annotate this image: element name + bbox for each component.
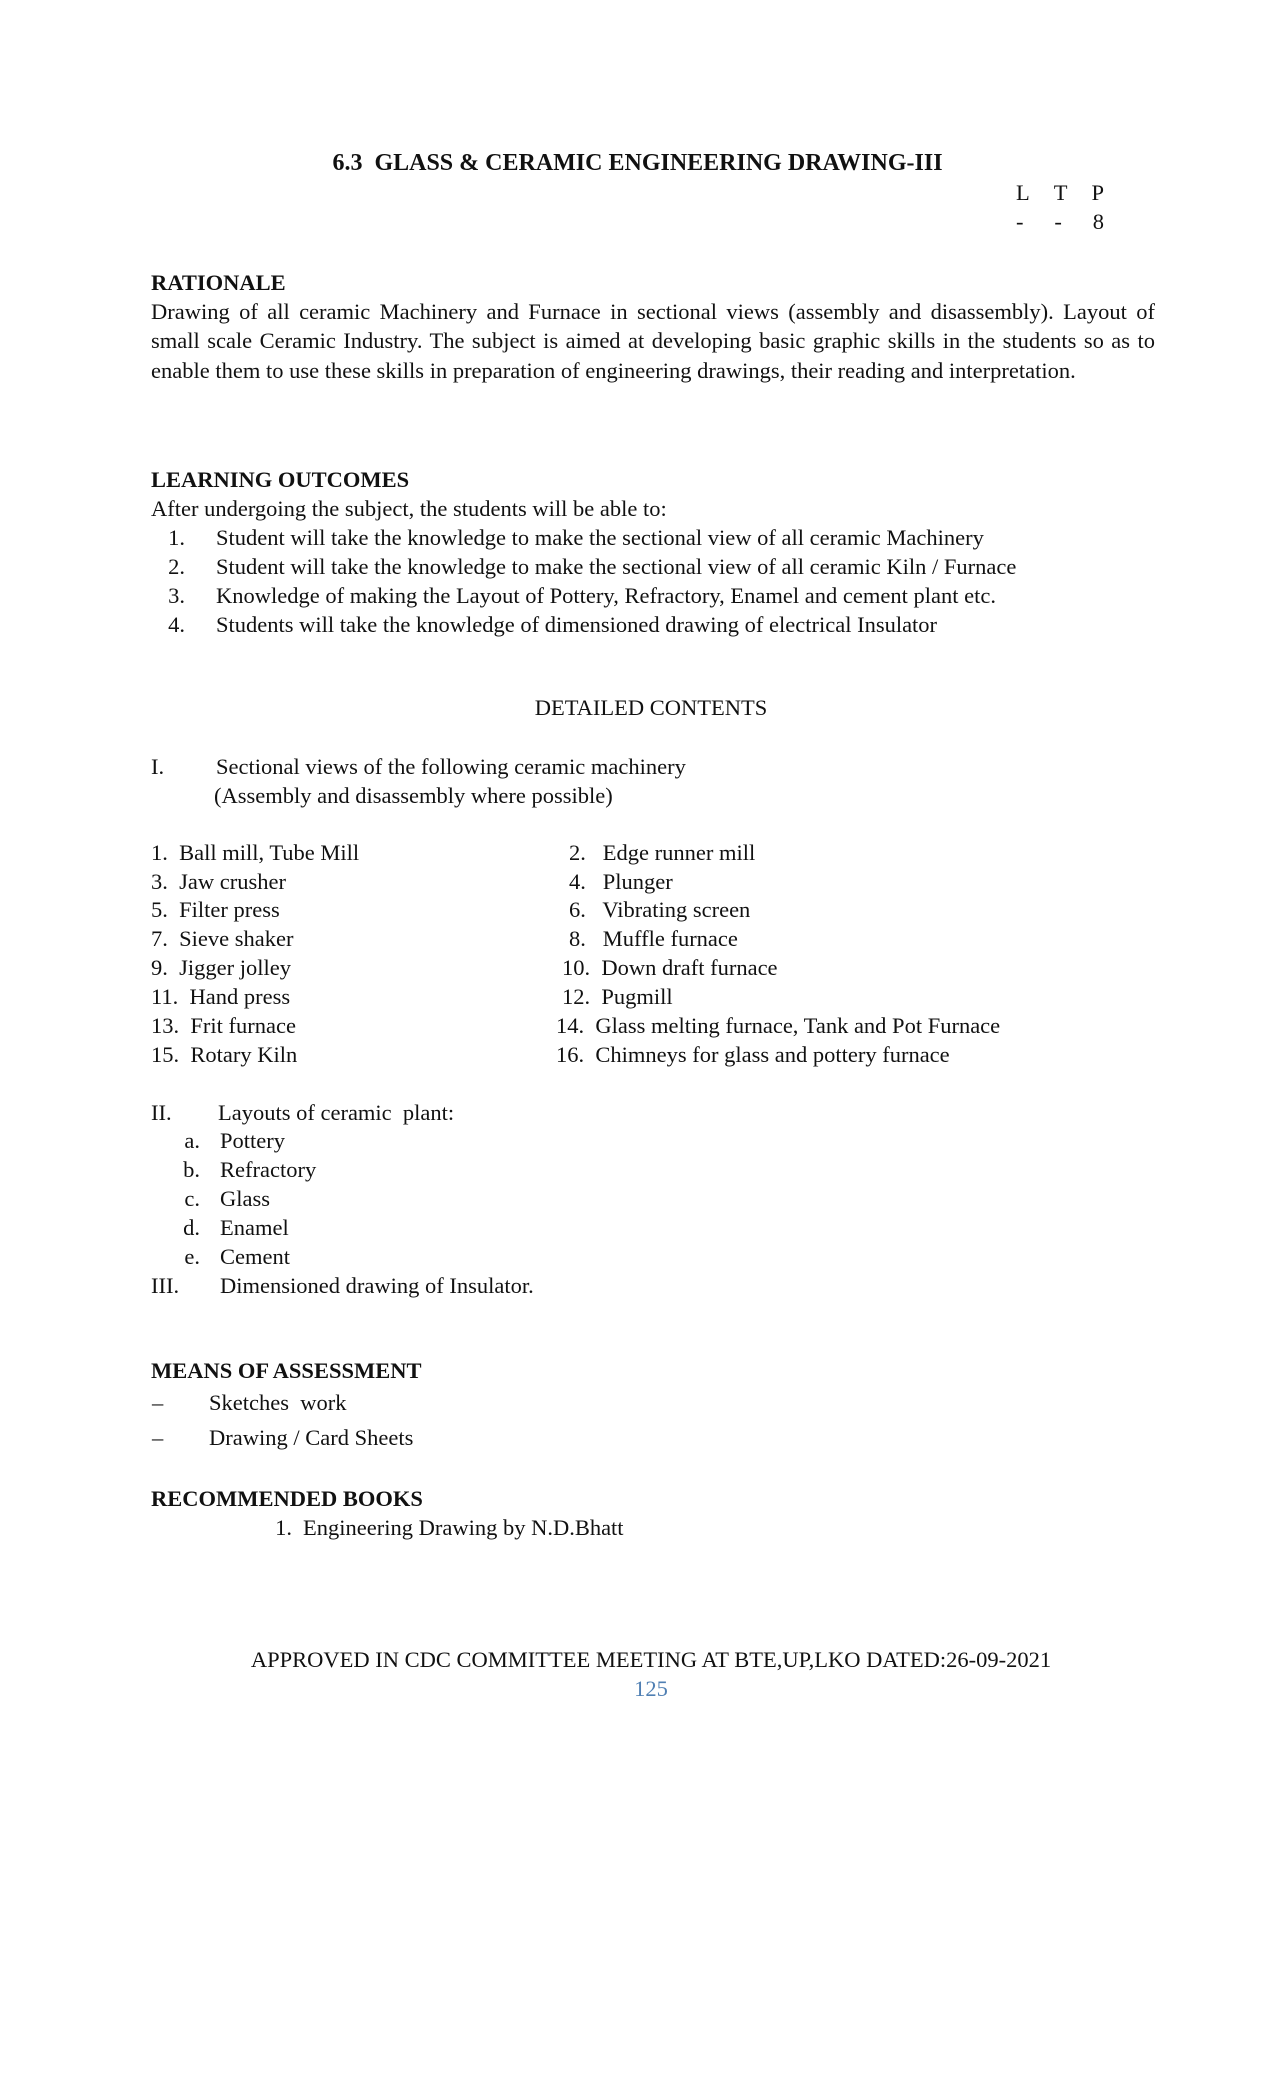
section-1-number: I.	[151, 754, 165, 779]
ltp-value-t: -	[1054, 209, 1062, 235]
outcome-text: Students will take the knowledge of dimensioned drawing of electrical Insulator	[216, 612, 938, 637]
section-1-subtitle: (Assembly and disassembly where possible)	[214, 783, 613, 808]
assessment-item: Sketches work	[209, 1390, 347, 1415]
page-number: 125	[634, 1676, 668, 1701]
assessment-dash: –	[152, 1425, 164, 1450]
machinery-item: 3. Jaw crusher	[151, 869, 286, 894]
machinery-item: 16. Chimneys for glass and pottery furnace	[556, 1042, 950, 1067]
subject-number: 6.3	[332, 150, 363, 176]
section-2-title: Layouts of ceramic plant:	[218, 1100, 455, 1125]
ltp-labels	[1016, 178, 1104, 207]
machinery-item: 2. Edge runner mill	[569, 840, 756, 865]
machinery-item: 12. Pugmill	[562, 984, 673, 1009]
outcome-number: 3.	[168, 583, 185, 608]
ltp-label-l: L	[1016, 180, 1030, 205]
outcome-number: 1.	[168, 525, 185, 550]
layout-letter: c.	[184, 1186, 200, 1211]
layout-item: Enamel	[220, 1215, 289, 1240]
section-3-number: III.	[151, 1273, 180, 1298]
assessment-item: Drawing / Card Sheets	[209, 1425, 414, 1450]
outcome-text: Student will take the knowledge to make the sectional view of all ceramic Kiln / Furnace	[216, 554, 1017, 579]
rationale-text: Drawing of all ceramic Machinery and Furnace in sectional views (assembly and disassembly). Layout of small scale Ceramic Industry. The subject is aimed at developing basic graphic skills in the students so as to enable them to use these skills in preparation of engineering drawings, their reading and interpretation.	[151, 299, 1155, 383]
outcome-text: Knowledge of making the Layout of Pottery, Refractory, Enamel and cement plant etc.	[216, 583, 996, 608]
book-number: 1.	[275, 1515, 292, 1540]
machinery-item: 1. Ball mill, Tube Mill	[151, 840, 360, 865]
layout-item: Cement	[220, 1244, 290, 1269]
machinery-item: 5. Filter press	[151, 897, 280, 922]
outcomes-intro: After undergoing the subject, the students will be able to:	[151, 496, 667, 521]
ltp-values	[1016, 207, 1104, 236]
machinery-item: 9. Jigger jolley	[151, 955, 291, 980]
outcomes-heading: LEARNING OUTCOMES	[151, 467, 410, 492]
machinery-item: 14. Glass melting furnace, Tank and Pot Furnace	[556, 1013, 1001, 1038]
subject-title: GLASS & CERAMIC ENGINEERING DRAWING-III	[374, 150, 943, 176]
layout-letter: a.	[184, 1128, 200, 1153]
page-title	[0, 148, 1275, 179]
section-1-title: Sectional views of the following ceramic machinery	[216, 754, 686, 779]
outcome-text: Student will take the knowledge to make the sectional view of all ceramic Machinery	[216, 525, 984, 550]
machinery-item: 8. Muffle furnace	[569, 926, 738, 951]
section-2-number: II.	[151, 1100, 172, 1125]
book-title: Engineering Drawing by N.D.Bhatt	[303, 1515, 624, 1540]
machinery-item: 15. Rotary Kiln	[151, 1042, 298, 1067]
machinery-item: 11. Hand press	[151, 984, 291, 1009]
detailed-contents-heading: DETAILED CONTENTS	[534, 695, 768, 720]
machinery-item: 7. Sieve shaker	[151, 926, 294, 951]
layout-letter: b.	[183, 1157, 200, 1182]
layout-item: Pottery	[220, 1128, 285, 1153]
machinery-item: 4. Plunger	[569, 869, 673, 894]
ltp-label-p: P	[1091, 180, 1104, 205]
ltp-label-t: T	[1053, 180, 1068, 205]
layout-item: Refractory	[220, 1157, 317, 1182]
section-3-title: Dimensioned drawing of Insulator.	[220, 1273, 534, 1298]
outcome-number: 4.	[168, 612, 185, 637]
layout-letter: e.	[184, 1244, 200, 1269]
layout-item: Glass	[220, 1186, 270, 1211]
ltp-value-l: -	[1016, 209, 1024, 235]
outcome-number: 2.	[168, 554, 185, 579]
rationale-heading: RATIONALE	[151, 270, 286, 295]
ltp-value-p: 8	[1092, 209, 1104, 235]
books-heading: RECOMMENDED BOOKS	[151, 1486, 423, 1511]
approval-footer: APPROVED IN CDC COMMITTEE MEETING AT BTE,UP,LKO DATED:26-09-2021	[250, 1647, 1052, 1672]
assessment-heading: MEANS OF ASSESSMENT	[151, 1358, 422, 1383]
machinery-item: 6. Vibrating screen	[569, 897, 751, 922]
machinery-item: 13. Frit furnace	[151, 1013, 296, 1038]
ltp-block	[1016, 178, 1126, 237]
machinery-item: 10. Down draft furnace	[562, 955, 778, 980]
layout-letter: d.	[183, 1215, 200, 1240]
assessment-dash: –	[152, 1390, 164, 1415]
